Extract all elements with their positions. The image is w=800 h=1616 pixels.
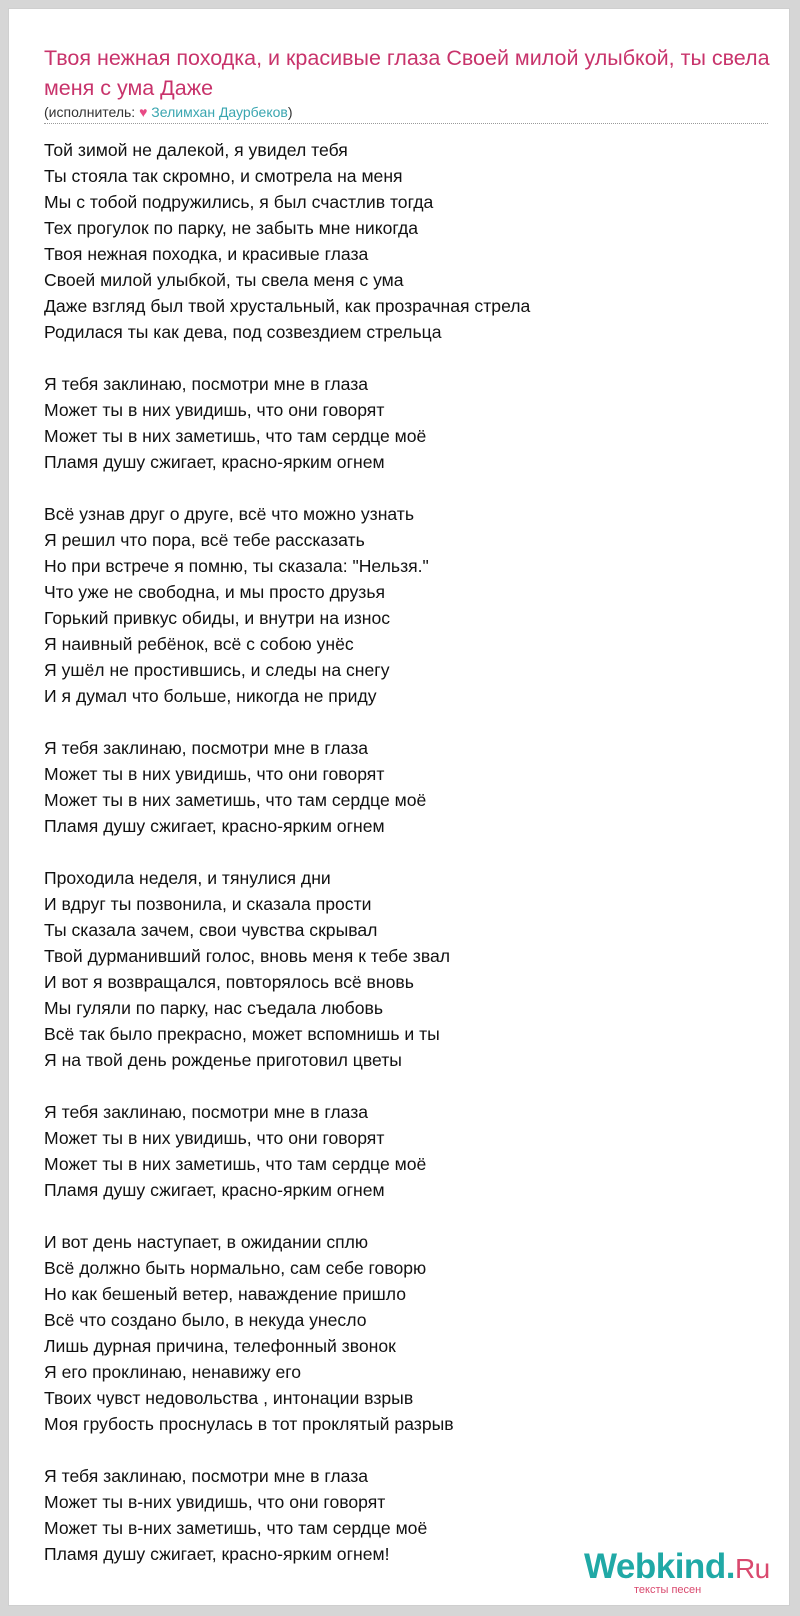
lyrics-line: И вот день наступает, в ожидании сплю: [44, 1232, 369, 1252]
lyrics-body: [44, 137, 764, 1593]
lyrics-line: Мы с тобой подружились, я был счастлив тогда: [44, 192, 434, 212]
lyrics-stanza: [44, 735, 764, 839]
lyrics-stanza: [44, 1229, 764, 1437]
lyrics-stanza: [44, 865, 764, 1073]
artist-link[interactable]: Зелимхан Даурбеков: [151, 104, 288, 120]
lyrics-stanza: [44, 371, 764, 475]
lyrics-line: Твой дурманивший голос, вновь меня к тебе звал: [44, 946, 451, 966]
lyrics-line: Но как бешеный ветер, наваждение пришло: [44, 1284, 407, 1304]
lyrics-stanza: [44, 137, 764, 345]
lyrics-line: Может ты в них увидишь, что они говорят: [44, 764, 385, 784]
lyrics-line: Может ты в них увидишь, что они говорят: [44, 400, 385, 420]
logo-tagline: тексты песен: [634, 1584, 702, 1596]
lyrics-line: Я решил что пора, всё тебе рассказать: [44, 530, 365, 550]
lyrics-line: Может ты в-них заметишь, что там сердце моё: [44, 1518, 428, 1538]
lyrics-line: Я его проклинаю, ненавижу его: [44, 1362, 302, 1382]
lyrics-line: Всё узнав друг о друге, всё что можно узнать: [44, 504, 415, 524]
lyrics-line: Всё что создано было, в некуда унесло: [44, 1310, 367, 1330]
lyrics-line: Проходила неделя, и тянулися дни: [44, 868, 331, 888]
webkind-logo[interactable]: [584, 1547, 784, 1607]
lyrics-line: Тех прогулок по парку, не забыть мне никогда: [44, 218, 419, 238]
lyrics-line: Родилася ты как дева, под созвездием стрельца: [44, 322, 442, 342]
lyrics-line: Я тебя заклинаю, посмотри мне в глаза: [44, 1466, 369, 1486]
lyrics-line: Ты сказала зачем, свои чувства скрывал: [44, 920, 378, 940]
lyrics-stanza: [44, 501, 764, 709]
lyrics-line: И вот я возвращался, повторялось всё вновь: [44, 972, 414, 992]
lyrics-line: Твоя нежная походка, и красивые глаза: [44, 244, 369, 264]
lyrics-line: И вдруг ты позвонила, и сказала прости: [44, 894, 372, 914]
lyrics-line: Может ты в них заметишь, что там сердце моё: [44, 426, 427, 446]
lyrics-line: Даже взгляд был твой хрустальный, как прозрачная стрела: [44, 296, 531, 316]
lyrics-line: Лишь дурная причина, телефонный звонок: [44, 1336, 396, 1356]
lyrics-line: Может ты в них заметишь, что там сердце моё: [44, 790, 427, 810]
lyrics-line: Может ты в них заметишь, что там сердце моё: [44, 1154, 427, 1174]
lyrics-line: Твоих чувст недовольства , интонации взрыв: [44, 1388, 414, 1408]
divider: [44, 123, 768, 124]
lyrics-line: Но при встрече я помню, ты сказала: "Нельзя.": [44, 556, 429, 576]
lyrics-line: Мы гуляли по парку, нас съедала любовь: [44, 998, 383, 1018]
lyrics-line: Пламя душу сжигает, красно-ярким огнем: [44, 1180, 385, 1200]
performer-line: [44, 103, 293, 121]
lyrics-line: Своей милой улыбкой, ты свела меня с ума: [44, 270, 404, 290]
lyrics-line: Я тебя заклинаю, посмотри мне в глаза: [44, 738, 369, 758]
lyrics-line: Я наивный ребёнок, всё с собою унёс: [44, 634, 354, 654]
lyrics-line: Я ушёл не простившись, и следы на снегу: [44, 660, 390, 680]
lyrics-line: Я на твой день рожденье приготовил цветы: [44, 1050, 402, 1070]
lyrics-line: Может ты в них увидишь, что они говорят: [44, 1128, 385, 1148]
lyrics-line: Пламя душу сжигает, красно-ярким огнем: [44, 816, 385, 836]
lyrics-line: Я тебя заклинаю, посмотри мне в глаза: [44, 374, 369, 394]
performer-prefix: (исполнитель:: [44, 104, 140, 120]
lyrics-line: Моя грубость проснулась в тот проклятый разрыв: [44, 1414, 454, 1434]
lyrics-line: Горький привкус обиды, и внутри на износ: [44, 608, 391, 628]
lyrics-stanza: [44, 1099, 764, 1203]
lyrics-line: Ты стояла так скромно, и смотрела на меня: [44, 166, 403, 186]
lyrics-line: Той зимой не далекой, я увидел тебя: [44, 140, 348, 160]
lyrics-line: Всё так было прекрасно, может вспомнишь и ты: [44, 1024, 440, 1044]
performer-suffix: ): [287, 104, 293, 120]
lyrics-line: Пламя душу сжигает, красно-ярким огнем!: [44, 1544, 390, 1564]
lyrics-line: И я думал что больше, никогда не приду: [44, 686, 377, 706]
lyrics-line: Пламя душу сжигает, красно-ярким огнем: [44, 452, 385, 472]
page: [8, 8, 790, 1606]
lyrics-line: Что уже не свободна, и мы просто друзья: [44, 582, 386, 602]
logo-wordmark: Webkind.Ru: [584, 1547, 770, 1586]
lyrics-line: Всё должно быть нормально, сам себе говорю: [44, 1258, 427, 1278]
lyrics-line: Может ты в-них увидишь, что они говорят: [44, 1492, 386, 1512]
song-title: Твоя нежная походка, и красивые глаза Своей милой улыбкой, ты свела меня с ума Даже: [44, 46, 770, 100]
heart-icon: ♥: [139, 104, 148, 120]
lyrics-line: Я тебя заклинаю, посмотри мне в глаза: [44, 1102, 369, 1122]
